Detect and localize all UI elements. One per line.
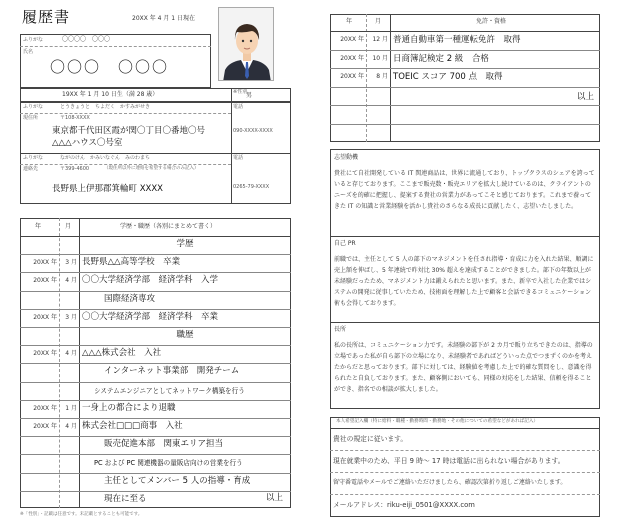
address-line1: 東京都千代田区霞が関〇丁目〇番地〇号	[52, 126, 206, 136]
license-row-text: 日商簿記検定 2 級 合格	[393, 53, 489, 64]
request-line-4: メールアドレス：riku-eiji_0501@XXXX.com	[333, 501, 475, 509]
motivation-label: 志望動機	[334, 154, 359, 161]
license-row-month: 8 月	[376, 73, 388, 80]
address-phone-label: 電話	[233, 104, 244, 110]
history-row-month: 3 月	[65, 259, 77, 267]
address-furigana: とうきょうと ちよだく かすみがせき	[60, 104, 151, 110]
history-row-month: 4 月	[65, 423, 77, 430]
gender-value: 男	[246, 92, 253, 99]
contact-line1: 長野県上伊那郡箕輪町 XXXX	[52, 184, 163, 194]
date-note: 20XX 年 4 月 1 日現在	[132, 15, 196, 22]
contact-postal: 〒399-4600	[60, 166, 90, 172]
license-row-text: 普通自動車第一種運転免許 取得	[393, 35, 521, 45]
document-title: 履歴書	[22, 8, 71, 26]
contact-label: 連絡先	[23, 166, 39, 172]
contact-furigana-label: ふりがな	[23, 155, 44, 161]
license-row-text: TOEIC スコア 700 点 取得	[393, 72, 503, 82]
history-row-month: 3 月	[65, 313, 77, 321]
history-row-text: 株式会社□□□商事 入社	[82, 421, 183, 431]
address-furigana-label: ふりがな	[23, 104, 44, 110]
license-row-year: 20XX 年	[340, 36, 364, 43]
history-row-year: 20XX 年	[33, 313, 57, 321]
strength-text: 私の長所は、コミュニケーション力です。未経験の部下が 2 カ月で販り立ちできたのは、指導の立場であった私が自ら部下の立場になり、未経験者であればどういった点でつまずくのかを考えたからだと思っております。部下に対しては、経験値を考慮した上で的確な質問をし、意識を得られたと自負しております。また、顧客側においても、同様の対応をした結果、信頼を得ることができ、指名での相談が拡大しました。	[334, 342, 593, 393]
id-photo	[218, 7, 274, 81]
history-row-year: 20XX 年	[33, 404, 57, 412]
licenses-header-year: 年	[346, 18, 353, 25]
history-row-text: 〇〇大学経済学部 経済学科 入学	[82, 275, 219, 286]
birth-date: 19XX 年 1 月 10 日生（満 28 歳）	[62, 91, 159, 98]
address-line2: △△△ハウス〇号室	[52, 138, 123, 148]
license-row-month: 10 月	[372, 54, 388, 62]
pr-label: 自己 PR	[334, 240, 356, 247]
history-row-text: 販売促進本部 関東エリア担当	[104, 439, 224, 450]
address-postal: 〒108-XXXX	[60, 115, 90, 121]
footnote: ※「性別」・記載は任意です。未記載とすることも可能です。	[20, 512, 143, 517]
history-row-text: PC および PC 関連機器の量販店向けの営業を行う	[94, 459, 243, 468]
gender-label: ※性別	[233, 89, 248, 95]
licenses-end-mark: 以上	[577, 92, 595, 102]
history-row-text: 〇〇大学経済学部 経済学科 卒業	[82, 311, 219, 322]
contact-note: （現住所以外に連絡を希望する場合のみ記入）	[104, 166, 199, 171]
history-header-content: 学歴・職歴（各別にまとめて書く）	[120, 223, 217, 230]
history-row-text: インターネット事業部 開発チーム	[104, 366, 240, 377]
name-label: 氏名	[23, 49, 34, 55]
strength-label: 長所	[334, 326, 347, 333]
history-row-text: 現在に至る	[104, 493, 147, 504]
history-row-year: 20XX 年	[33, 259, 57, 267]
address-label: 現住所	[23, 115, 39, 121]
contact-furigana: ながのけん かみいなぐん みのわまち	[60, 155, 151, 161]
history-row-text: 職歴	[176, 330, 194, 340]
history-row-text: 一身上の都合により退職	[82, 402, 176, 413]
history-end-mark: 以上	[266, 493, 284, 503]
request-line-3: 留守番電話やメールでご連絡いただけましたら、確認次第折り返しご連絡いたします。	[333, 479, 567, 486]
address-phone: 090-XXXX-XXXX	[233, 128, 273, 134]
name-value: 〇〇〇 〇〇〇	[50, 58, 170, 76]
history-row-text: システムエンジニアとしてネットワーク構築を行う	[94, 386, 245, 395]
licenses-header-month: 月	[375, 18, 382, 25]
name-furigana-label: ふりがな	[23, 37, 44, 43]
motivation-text: 貴社にて自社開発している IT 関連商品は、世界に流通しており、トップクラスのシェアを誇っていると存じております。ここまで販売数・販売エリアを拡大し続けているのは、クライアントのニーズを的確に把握し、提案する貴社の営業力があってこそと感じております。これまで養ってきた IT の知識と営業経験を活かし貴社のさらなる成長に貢献したく、志望いたしました。	[334, 170, 595, 210]
history-row-year: 20XX 年	[33, 423, 57, 430]
history-header-month: 月	[65, 223, 72, 230]
history-row-text: 長野県△△高等学校 卒業	[82, 257, 181, 268]
history-header-year: 年	[35, 223, 42, 230]
history-row-text: 主任としてメンバー 5 人の指導・育成	[104, 475, 251, 486]
history-row-month: 4 月	[65, 277, 77, 285]
pr-text: 前職では、主任として 5 人の部下のマネジメントを任され指導・育成に力を入れた結果、順調に売上額を伸ばし、5 年連続で昨対比 30% 超えを達成することができました。部下の年数以上が未経験だったため、マネジメント力は鍛えられたと思います。また、新卒で入社した企業ではシステムの開発に従事していたため、技術面を理解した上で顧客と会話できるコミュニケーション術も会得しております。	[334, 256, 594, 307]
license-row-month: 12 月	[372, 36, 388, 43]
contact-phone-label: 電話	[233, 155, 244, 161]
history-row-text: 国際経済専攻	[104, 293, 156, 304]
requests-label: 本人希望記入欄（特に給料・職種・勤務時間・勤務地・その他についての希望などがあれば記入）	[336, 419, 539, 424]
license-row-year: 20XX 年	[340, 54, 364, 62]
contact-phone: 0265-79-XXXX	[233, 184, 270, 190]
history-row-month: 4 月	[65, 350, 77, 358]
history-row-year: 20XX 年	[33, 277, 57, 285]
licenses-header-content: 免許・資格	[476, 18, 507, 25]
history-row-month: 1 月	[65, 404, 77, 412]
request-line-1: 貴社の規定に従います。	[333, 435, 408, 443]
license-row-year: 20XX 年	[340, 73, 364, 80]
name-furigana-value: 〇〇〇〇 〇〇〇	[62, 36, 111, 43]
history-row-year: 20XX 年	[33, 350, 57, 358]
history-row-text: △△△株式会社 入社	[82, 348, 162, 359]
person-photo-icon	[219, 8, 274, 81]
history-row-text: 学歴	[176, 239, 194, 249]
request-line-2: 現在就業中のため、平日 9 時～ 17 時は電話に出られない場合があります。	[333, 457, 565, 465]
